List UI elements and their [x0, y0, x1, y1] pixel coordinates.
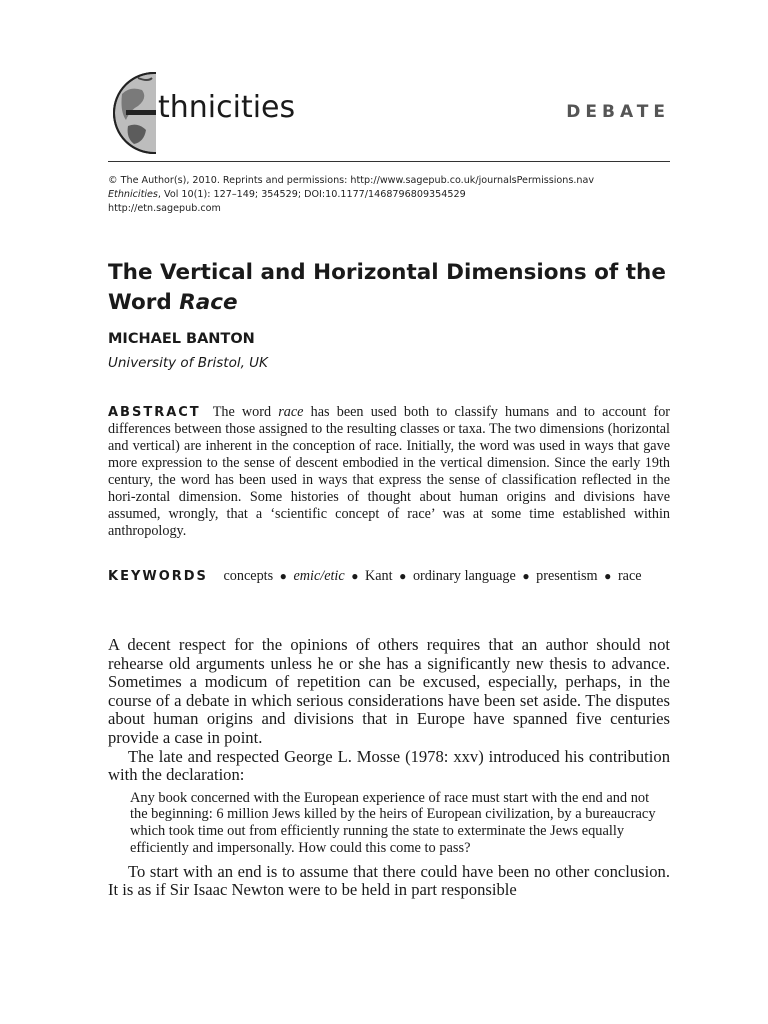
article-body	[108, 636, 670, 900]
block-quote: Any book concerned with the European experience of race must start with the end and not the beginning: 6 million Jews killed by the heirs of European civilization, by a bureaucracy which took time out from efficiently running the state to exterminate the Jews equally efficiently and impersonally. How could this come to pass?	[130, 789, 656, 856]
citation-line: Ethnicities, Vol 10(1): 127–149; 354529; DOI:10.1177/1468796809354529	[108, 189, 466, 200]
keyword: race	[617, 568, 642, 584]
keyword: presentism	[536, 568, 598, 584]
journal-logo	[108, 72, 368, 154]
copyright-line: © The Author(s), 2010. Reprints and permissions: http://www.sagepub.co.uk/journalsPermissions.nav	[108, 175, 595, 186]
keywords-label: KEYWORDS	[108, 569, 208, 584]
keyword: emic/etic	[293, 568, 345, 584]
journal-url[interactable]: http://etn.sagepub.com	[108, 203, 221, 214]
keyword: Kant	[365, 568, 393, 584]
abstract: ABSTRACT The word race has been used both to classify humans and to account for differences between those assigned to the resulting classes or taxa. The two dimensions (horizontal and vertical) are inherent in the conception of race. Initially, the word was used in ways that gave more expression to the sense of descent embodied in the vertical dimension. Since the early 19th century, the word has been used in ways that express the sense of classification reflected in the hori-zontal dimension. Some histories of thought about human origins and divisions have assumed, wrongly, that a ‘scientific concept of race’ was at some time established within anthropology.	[108, 404, 671, 539]
author-name: MICHAEL BANTON	[108, 331, 255, 347]
keywords: KEYWORDS concepts ● emic/etic ● Kant ● ordinary language ● presentism ● race	[108, 568, 642, 584]
abstract-label: ABSTRACT	[108, 405, 201, 420]
body-paragraph: To start with an end is to assume that there could have been no other conclusion. It is as if Sir Isaac Newton were to be held in part responsible	[108, 861, 670, 900]
keyword: concepts	[223, 568, 274, 584]
author-affiliation: University of Bristol, UK	[108, 355, 268, 371]
keyword: ordinary language	[412, 568, 516, 584]
citation-block	[108, 174, 670, 216]
body-paragraph: A decent respect for the opinions of others requires that an author should not rehearse old arguments unless he or she has a significantly new thesis to advance. Sometimes a modicum of repetition can be excused, especially, perhaps, in the course of a debate in which serious considerations have been set aside. The disputes about human origins and divisions that in Europe have spanned five centuries provide a case in point.	[108, 635, 670, 747]
section-label: DEBATE	[566, 102, 670, 122]
journal-name: thnicities	[158, 90, 296, 125]
header-rule	[108, 161, 670, 162]
article-title: The Vertical and Horizontal Dimensions of the Word Race	[108, 260, 666, 315]
body-paragraph: The late and respected George L. Mosse (1978: xxv) introduced his contribution with the declaration:	[108, 746, 670, 785]
